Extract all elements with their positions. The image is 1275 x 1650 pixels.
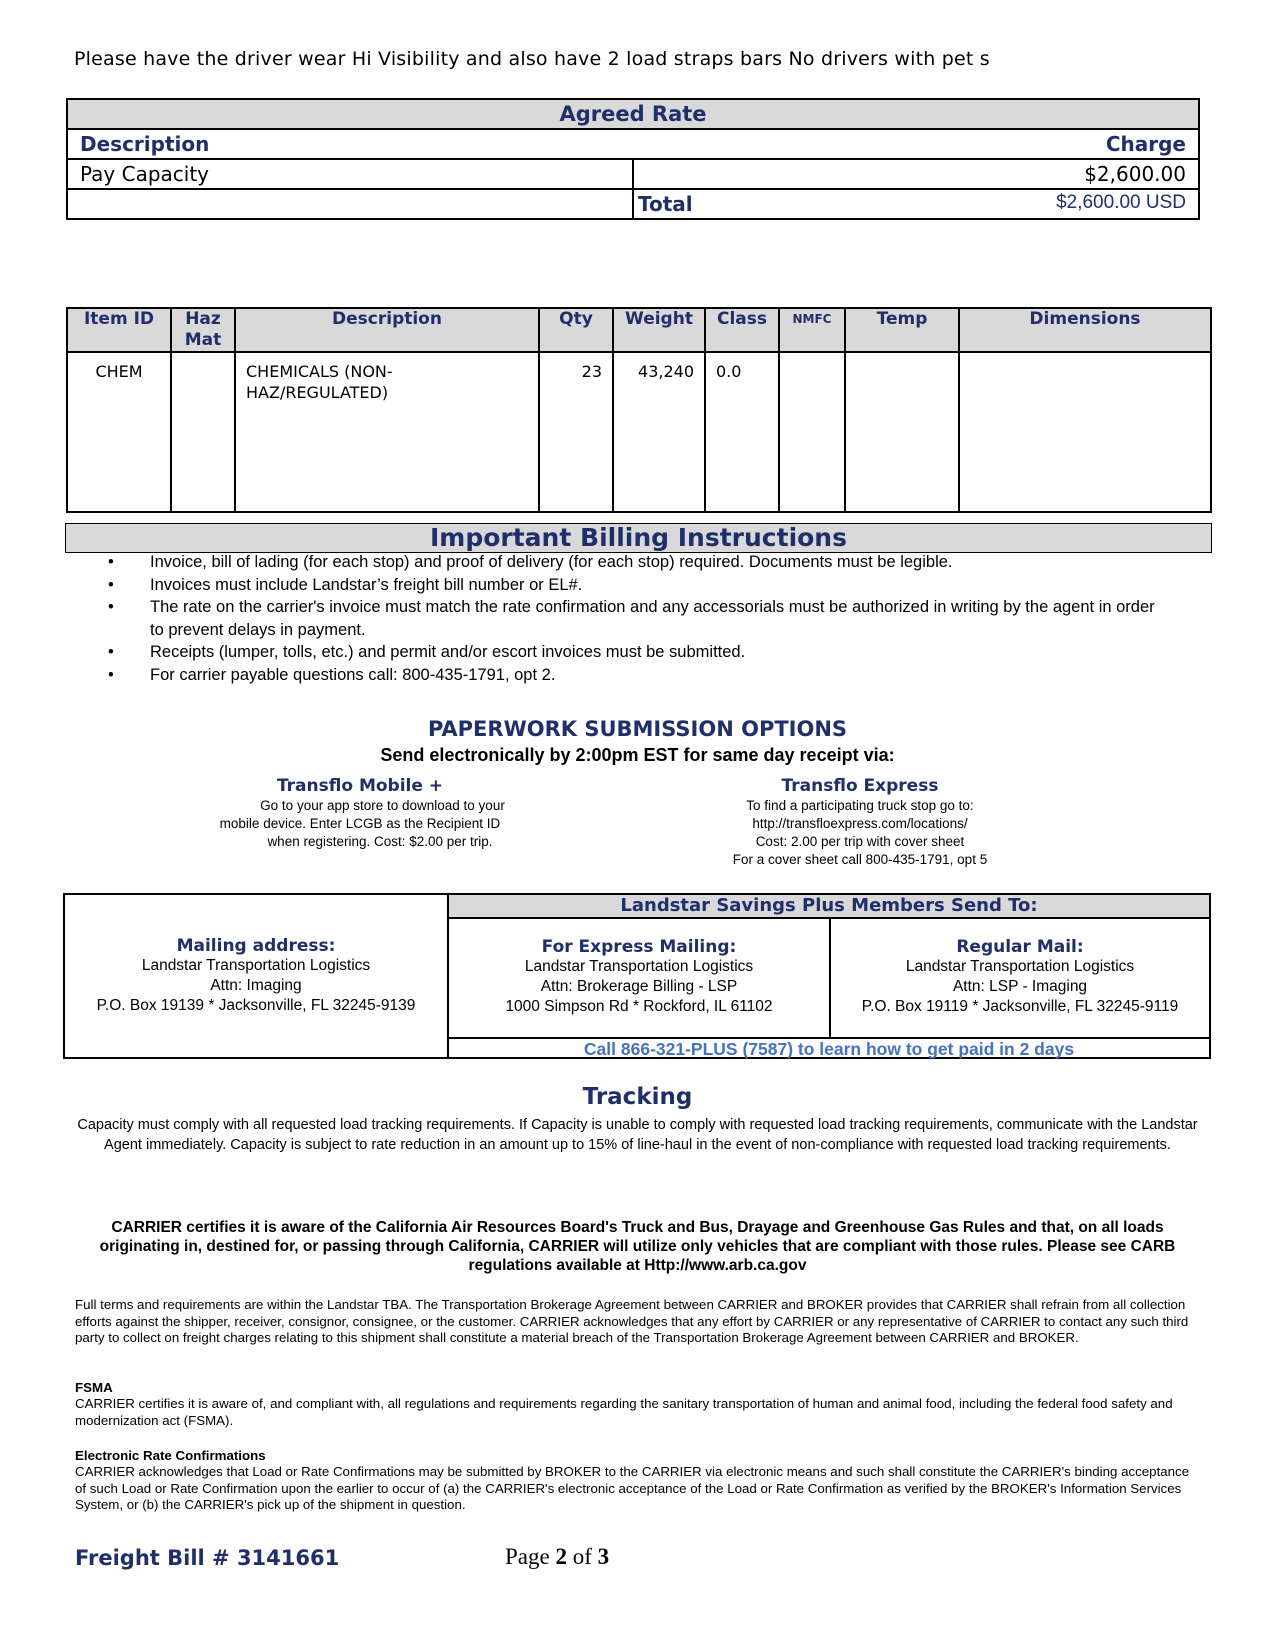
mailing-title: Mailing address: xyxy=(176,936,336,956)
express-mailing xyxy=(449,919,831,1037)
list-item: • Receipts (lumper, tolls, etc.) and permit and/or escort invoices must be submitted. xyxy=(108,641,1168,664)
tracking-text: Capacity must comply with all requested load tracking requirements. If Capacity is unable to comply with requested load tracking requirements, communicate with the Landstar Agent immediately. Capacity is subject to rate reduction in an amount up to 15% of line-haul in the event of non-compliance with requested load tracking requirements. xyxy=(77,1117,1198,1153)
express-mailing-line: 1000 Simpson Rd * Rockford, IL 61102 xyxy=(505,998,773,1015)
table-row xyxy=(67,352,1211,512)
list-item: • For carrier payable questions call: 800-435-1791, opt 2. xyxy=(108,664,1168,687)
agreed-rate-table xyxy=(66,98,1200,220)
regular-mail-line: Landstar Transportation Logistics xyxy=(905,958,1135,975)
fsma-text: CARRIER certifies it is aware of, and compliant with, all regulations and requirements regarding the sanitary transportation of human and animal food, including the federal food safety and modernization act (FSMA). xyxy=(75,1396,1173,1428)
express-line: To find a participating truck stop go to: xyxy=(746,798,974,813)
express-mailing-line: Landstar Transportation Logistics xyxy=(524,958,754,975)
cell-weight: 43,240 xyxy=(613,352,705,512)
regular-mail-line: P.O. Box 19119 * Jacksonville, FL 32245-9119 xyxy=(861,998,1179,1015)
col-dimensions: Dimensions xyxy=(959,308,1211,352)
charge-header: Charge xyxy=(633,129,1199,159)
total-value: $2,600.00 USD xyxy=(1056,192,1186,213)
mobile-line: Go to your app store to download to your xyxy=(260,798,505,813)
express-line: For a cover sheet call 800-435-1791, opt 5 xyxy=(732,852,988,867)
description-header: Description xyxy=(67,129,633,159)
col-nmfc: NMFC xyxy=(779,308,845,352)
erc-title: Electronic Rate Confirmations xyxy=(75,1448,266,1463)
carb-notice: CARRIER certifies it is aware of the California Air Resources Board's Truck and Bus, Drayage and Greenhouse Gas Rules and that, on all loads originating in, destined for, or passing through California, CARRIER will utilize only vehicles that are compliant with those rules. Please see CARB regulations available at Http://www.arb.ca.gov xyxy=(99,1219,1176,1274)
terms-text: Full terms and requirements are within the Landstar TBA. The Transportation Brokerage Agreement between CARRIER and BROKER provides that CARRIER shall refrain from all collection efforts against the shipper, receiver, consignor, consignee, or the customer. CARRIER acknowledges that any effort by CARRIER or any representative of CARRIER to contact any such third party to collect on freight charges relating to this shipment shall constitute a material breach of the Transportation Brokerage Agreement between CARRIER and BROKER. xyxy=(75,1297,1189,1345)
cell-dimensions xyxy=(959,352,1211,512)
mailing-address xyxy=(65,895,449,1057)
line-charge: $2,600.00 xyxy=(633,159,1199,189)
express-mailing-title: For Express Mailing: xyxy=(541,937,737,957)
col-qty: Qty xyxy=(539,308,613,352)
cell-qty: 23 xyxy=(539,352,613,512)
mailing-line: Landstar Transportation Logistics xyxy=(141,957,371,974)
page-word: Page xyxy=(505,1544,550,1569)
savings-plus-title: Landstar Savings Plus Members Send To: xyxy=(449,895,1209,919)
regular-mail-title: Regular Mail: xyxy=(956,937,1084,957)
cell-temp xyxy=(845,352,959,512)
paperwork-subtitle: Send electronically by 2:00pm EST for same day receipt via: xyxy=(380,745,895,765)
express-line: Cost: 2.00 per trip with cover sheet xyxy=(755,834,965,849)
tracking-title: Tracking xyxy=(582,1084,693,1110)
items-table xyxy=(66,307,1212,513)
regular-mail xyxy=(831,919,1209,1037)
mailing-box xyxy=(63,893,1211,1059)
cell-description: CHEMICALS (NON-HAZ/REGULATED) xyxy=(235,352,539,512)
paperwork-title: PAPERWORK SUBMISSION OPTIONS xyxy=(427,717,848,741)
of-word: of xyxy=(572,1544,592,1569)
list-item: • Invoices must include Landstar’s freight bill number or EL#. xyxy=(108,574,1168,597)
express-line: http://transfloexpress.com/locations/ xyxy=(752,816,968,831)
driver-note: Please have the driver wear Hi Visibility and also have 2 load straps bars No drivers with pet s xyxy=(74,48,990,70)
cell-item-id: CHEM xyxy=(67,352,171,512)
page-indicator xyxy=(505,1544,609,1570)
empty-cell xyxy=(67,189,633,219)
transflo-express-title: Transflo Express xyxy=(781,776,939,796)
col-description: Description xyxy=(235,308,539,352)
transflo-express-text xyxy=(660,797,1060,869)
page-total: 3 xyxy=(597,1544,610,1569)
list-item: • The rate on the carrier's invoice must match the rate confirmation and any accessorials must be authorized in writing by the agent in order to prevent delays in payment. xyxy=(108,596,1168,641)
total-label: Total xyxy=(638,192,693,216)
agreed-rate-title: Agreed Rate xyxy=(67,99,1199,129)
savings-call-link: Call 866-321-PLUS (7587) to learn how to get paid in 2 days xyxy=(449,1037,1209,1059)
col-class: Class xyxy=(705,308,779,352)
billing-list xyxy=(108,551,1168,686)
mobile-line: when registering. Cost: $2.00 per trip. xyxy=(267,834,493,849)
cell-class: 0.0 xyxy=(705,352,779,512)
erc-text: CARRIER acknowledges that Load or Rate Confirmations may be submitted by BROKER to the CARRIER via electronic means and such shall constitute the CARRIER's binding acceptance of such Load or Rate Confirmation upon the earlier to occur of (a) the CARRIER's electronic acceptance of the Load or Rate Confirmation as verified by the BROKER's Information Services System, or (b) the CARRIER's pick up of the shipment in question. xyxy=(75,1464,1190,1512)
col-weight: Weight xyxy=(613,308,705,352)
line-description: Pay Capacity xyxy=(67,159,633,189)
regular-mail-line: Attn: LSP - Imaging xyxy=(952,978,1088,995)
transflo-mobile-title: Transflo Mobile + xyxy=(276,776,444,796)
list-item: • Invoice, bill of lading (for each stop) and proof of delivery (for each stop) required. Documents must be legible. xyxy=(108,551,1168,574)
freight-bill-number: Freight Bill # 3141661 xyxy=(75,1546,340,1570)
transflo-mobile-text xyxy=(160,797,560,851)
billing-title: Important Billing Instructions xyxy=(65,523,1212,553)
col-hazmat: Haz Mat xyxy=(171,308,235,352)
cell-hazmat xyxy=(171,352,235,512)
fsma-title: FSMA xyxy=(75,1380,113,1395)
mailing-line: Attn: Imaging xyxy=(210,977,302,994)
col-temp: Temp xyxy=(845,308,959,352)
express-mailing-line: Attn: Brokerage Billing - LSP xyxy=(540,978,738,995)
mailing-line: P.O. Box 19139 * Jacksonville, FL 32245-9139 xyxy=(96,997,416,1014)
page-number: 2 xyxy=(555,1544,567,1569)
cell-nmfc xyxy=(779,352,845,512)
col-item-id: Item ID xyxy=(67,308,171,352)
total-cell xyxy=(633,189,1199,219)
mobile-line: mobile device. Enter LCGB as the Recipient ID xyxy=(219,816,501,831)
